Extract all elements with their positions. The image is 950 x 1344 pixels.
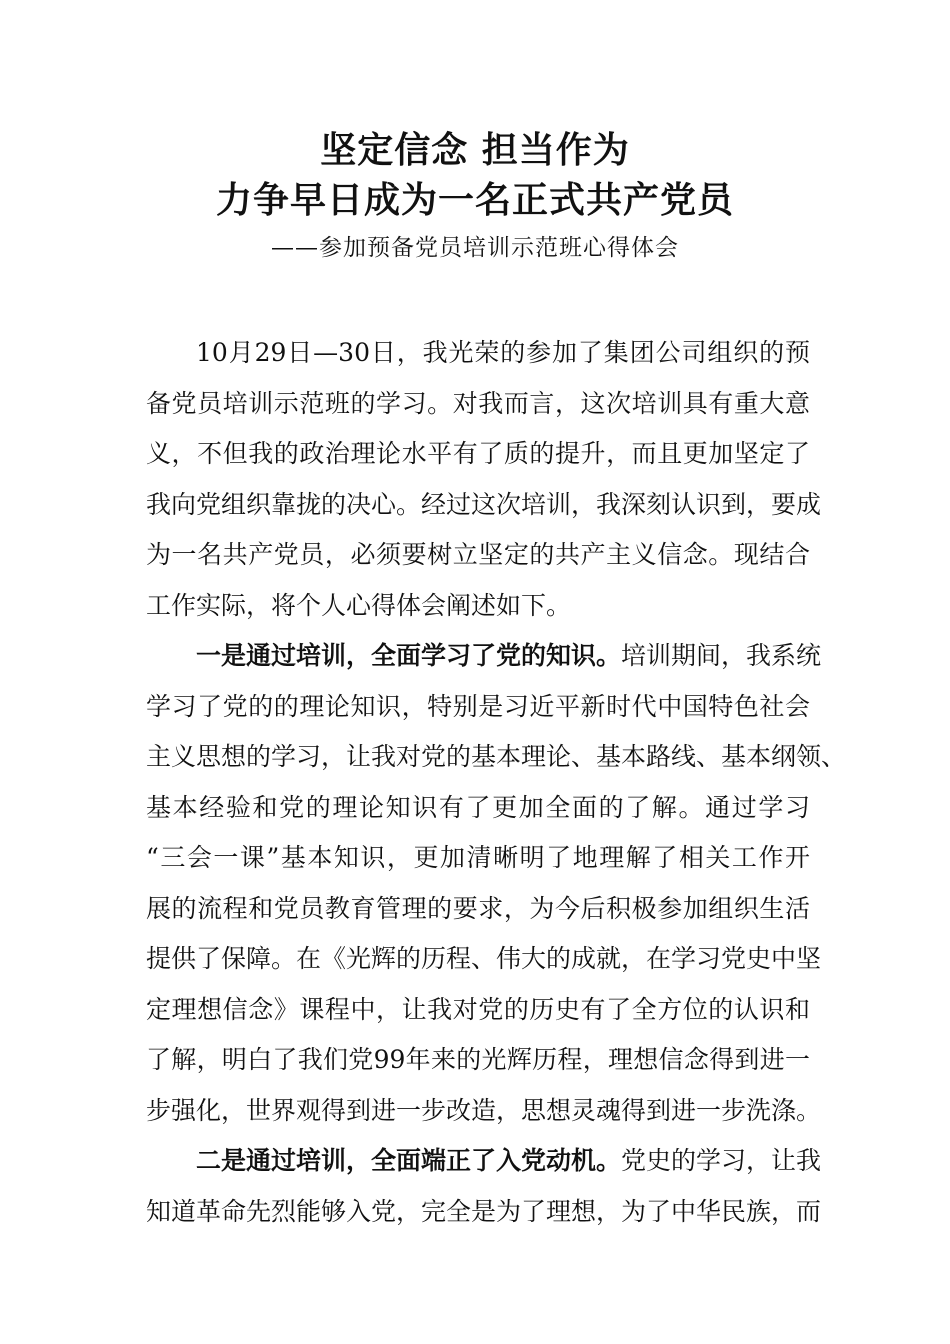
document-title-line-2: 力争早日成为一名正式共产党员	[215, 179, 734, 221]
paragraph-2-line: 学习了党的的理论知识，特别是习近平新时代中国特色社会	[146, 691, 810, 721]
paragraph-3-line: 知道革命先烈能够入党，完全是为了理想，为了中华民族，而	[146, 1196, 822, 1226]
paragraph-1-line: 为一名共产党员，必须要树立坚定的共产主义信念。现结合	[146, 540, 810, 569]
paragraph-2-line: 定理想信念》课程中，让我对党的历史有了全方位的认识和	[146, 994, 810, 1024]
paragraph-1-line: 10月29日—30日，我光荣的参加了集团公司组织的预	[196, 338, 810, 367]
paragraph-3-first-line-rest: 党史的学习，让我	[621, 1146, 822, 1175]
paragraph-2-line: 主义思想的学习，让我对党的基本理论、基本路线、基本纲领、	[146, 742, 847, 771]
paragraph-2-first-line	[146, 631, 822, 682]
paragraph-1-line: 备党员培训示范班的学习。对我而言，这次培训具有重大意	[146, 388, 810, 418]
document-body	[146, 328, 847, 1237]
paragraph-3-first-line	[146, 1136, 822, 1187]
paragraph-2-line: “三会一课”基本知识，更加清晰明了地理解了相关工作开	[146, 843, 810, 872]
paragraph-2-bold-lead: 一是通过培训，全面学习了党的知识。	[196, 641, 622, 670]
document-subtitle: ——参加预备党员培训示范班心得体会	[271, 235, 679, 261]
paragraph-2-line: 了解，明白了我们党99年来的光辉历程，理想信念得到进一	[146, 1045, 810, 1074]
paragraph-1-line: 义，不但我的政治理论水平有了质的提升，而且更加坚定了	[146, 439, 810, 468]
paragraph-2-first-line-rest: 培训期间，我系统	[621, 641, 822, 670]
paragraph-2-line: 展的流程和党员教育管理的要求，为今后积极参加组织生活	[146, 893, 810, 923]
paragraph-1-line: 我向党组织靠拢的决心。经过这次培训，我深刻认识到，要成	[146, 489, 822, 519]
paragraph-1-line: 工作实际，将个人心得体会阐述如下。	[146, 590, 572, 620]
paragraph-3-bold-lead: 二是通过培训，全面端正了入党动机。	[196, 1146, 622, 1175]
paragraph-2-line: 步强化，世界观得到进一步改造，思想灵魂得到进一步洗涤。	[146, 1095, 822, 1125]
paragraph-2-line: 提供了保障。在《光辉的历程、伟大的成就，在学习党史中坚	[146, 944, 822, 973]
paragraph-2-line: 基本经验和党的理论知识有了更加全面的了解。通过学习	[146, 792, 810, 822]
document-title-line-1: 坚定信念 担当作为	[320, 129, 630, 171]
